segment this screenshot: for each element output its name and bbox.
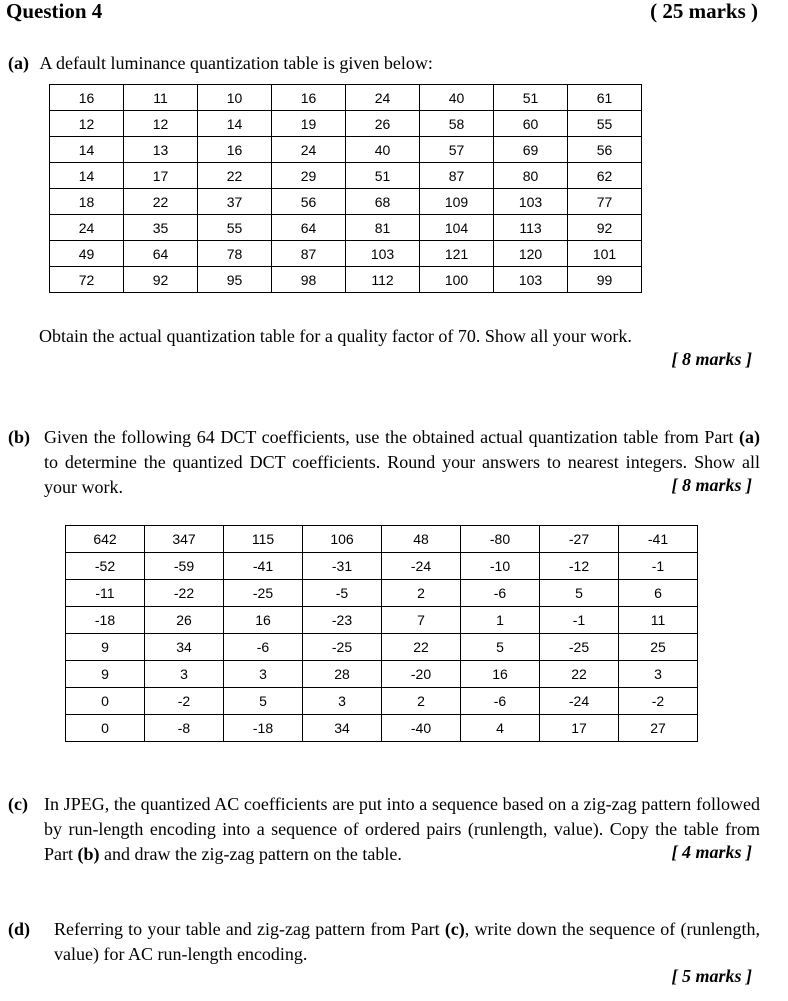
table-cell: 0 <box>66 715 145 742</box>
table-cell: 37 <box>198 189 272 215</box>
table-cell: 34 <box>303 715 382 742</box>
total-marks: ( 25 marks ) <box>650 0 758 23</box>
table-cell: 17 <box>124 163 198 189</box>
quant-table-row <box>50 267 642 293</box>
table-cell: 12 <box>124 111 198 137</box>
part-b-label: (b) <box>8 427 30 447</box>
part-c-ref: (b) <box>77 844 100 864</box>
quant-table-row <box>50 215 642 241</box>
table-cell: -6 <box>461 688 540 715</box>
table-cell: 16 <box>50 85 124 111</box>
table-cell: 22 <box>124 189 198 215</box>
table-cell: -23 <box>303 607 382 634</box>
part-a-label: (a) <box>8 53 29 73</box>
table-cell: 103 <box>494 267 568 293</box>
table-cell: -24 <box>540 688 619 715</box>
table-cell: 13 <box>124 137 198 163</box>
table-cell: -1 <box>619 553 698 580</box>
table-cell: 56 <box>568 137 642 163</box>
dct-table-row <box>66 580 698 607</box>
table-cell: 7 <box>382 607 461 634</box>
table-cell: 22 <box>540 661 619 688</box>
table-cell: 5 <box>224 688 303 715</box>
table-cell: -11 <box>66 580 145 607</box>
table-cell: 103 <box>346 241 420 267</box>
part-c-paragraph <box>8 792 760 867</box>
part-d-text-rest: , write down the sequence of (runlength, value) for AC run-length encoding. <box>54 919 760 964</box>
table-cell: -20 <box>382 661 461 688</box>
table-cell: 10 <box>198 85 272 111</box>
table-cell: 40 <box>420 85 494 111</box>
table-cell: 61 <box>568 85 642 111</box>
table-cell: 109 <box>420 189 494 215</box>
part-d-marks: [ 5 marks ] <box>671 966 752 986</box>
table-cell: 3 <box>145 661 224 688</box>
quant-table-row <box>50 111 642 137</box>
quant-table-row <box>50 189 642 215</box>
part-d-label: (d) <box>8 919 30 939</box>
table-cell: 64 <box>272 215 346 241</box>
part-d-ref: (c) <box>444 919 465 939</box>
table-cell: 92 <box>568 215 642 241</box>
table-cell: 55 <box>198 215 272 241</box>
table-cell: 16 <box>272 85 346 111</box>
table-cell: 3 <box>303 688 382 715</box>
part-a-intro: A default luminance quantization table is given below: <box>39 53 433 73</box>
dct-table-row <box>66 634 698 661</box>
table-cell: 0 <box>66 688 145 715</box>
table-cell: 60 <box>494 111 568 137</box>
table-cell: 25 <box>619 634 698 661</box>
table-cell: 347 <box>145 526 224 553</box>
table-cell: 72 <box>50 267 124 293</box>
table-cell: 40 <box>346 137 420 163</box>
table-cell: 24 <box>272 137 346 163</box>
table-cell: 1 <box>461 607 540 634</box>
table-cell: 3 <box>224 661 303 688</box>
table-cell: -12 <box>540 553 619 580</box>
table-cell: -41 <box>224 553 303 580</box>
default-quantization-table <box>49 84 642 293</box>
table-cell: -22 <box>145 580 224 607</box>
dct-table-row <box>66 526 698 553</box>
table-cell: 56 <box>272 189 346 215</box>
table-cell: -40 <box>382 715 461 742</box>
table-cell: 95 <box>198 267 272 293</box>
table-cell: -18 <box>66 607 145 634</box>
table-cell: 3 <box>619 661 698 688</box>
question-title: Question 4 <box>6 0 103 23</box>
table-cell: 28 <box>303 661 382 688</box>
table-cell: 24 <box>50 215 124 241</box>
table-cell: 77 <box>568 189 642 215</box>
table-cell: 26 <box>346 111 420 137</box>
table-cell: 24 <box>346 85 420 111</box>
table-cell: 106 <box>303 526 382 553</box>
table-cell: -5 <box>303 580 382 607</box>
dct-table-row <box>66 688 698 715</box>
table-cell: 55 <box>568 111 642 137</box>
table-cell: 17 <box>540 715 619 742</box>
table-cell: 100 <box>420 267 494 293</box>
table-cell: 12 <box>50 111 124 137</box>
part-d-text: Referring to your table and zig-zag pattern from Part <box>54 919 440 939</box>
table-cell: -52 <box>66 553 145 580</box>
part-b-text-rest: to determine the quantized DCT coefficients. Round your answers to nearest integers. Show all your work. <box>44 452 760 497</box>
table-cell: 16 <box>224 607 303 634</box>
table-cell: -27 <box>540 526 619 553</box>
table-cell: 68 <box>346 189 420 215</box>
part-b-marks: [ 8 marks ] <box>671 475 752 495</box>
table-cell: 115 <box>224 526 303 553</box>
table-cell: 57 <box>420 137 494 163</box>
table-cell: -24 <box>382 553 461 580</box>
quant-table-row <box>50 163 642 189</box>
table-cell: -2 <box>145 688 224 715</box>
table-cell: 22 <box>382 634 461 661</box>
table-cell: 113 <box>494 215 568 241</box>
table-cell: 19 <box>272 111 346 137</box>
table-cell: 11 <box>619 607 698 634</box>
table-cell: -1 <box>540 607 619 634</box>
part-b-paragraph <box>8 425 760 500</box>
part-c-text-rest: and draw the zig-zag pattern on the table. <box>104 844 402 864</box>
dct-table-row <box>66 715 698 742</box>
table-cell: 642 <box>66 526 145 553</box>
table-cell: 48 <box>382 526 461 553</box>
table-cell: 80 <box>494 163 568 189</box>
table-cell: -25 <box>224 580 303 607</box>
table-cell: 18 <box>50 189 124 215</box>
dct-coefficients-table <box>65 525 698 742</box>
table-cell: 64 <box>124 241 198 267</box>
table-cell: 81 <box>346 215 420 241</box>
part-a-marks: [ 8 marks ] <box>671 349 752 369</box>
part-a-instruction: Obtain the actual quantization table for a quality factor of 70. Show all your work. <box>39 326 632 346</box>
table-cell: -41 <box>619 526 698 553</box>
table-cell: 103 <box>494 189 568 215</box>
table-cell: 58 <box>420 111 494 137</box>
part-a-intro-line <box>8 51 433 76</box>
table-cell: 2 <box>382 688 461 715</box>
table-cell: 98 <box>272 267 346 293</box>
table-cell: 78 <box>198 241 272 267</box>
table-cell: 101 <box>568 241 642 267</box>
table-cell: 87 <box>420 163 494 189</box>
dct-table-row <box>66 553 698 580</box>
table-cell: 27 <box>619 715 698 742</box>
table-cell: 49 <box>50 241 124 267</box>
table-cell: 26 <box>145 607 224 634</box>
table-cell: 35 <box>124 215 198 241</box>
table-cell: -25 <box>540 634 619 661</box>
table-cell: 62 <box>568 163 642 189</box>
part-c-label: (c) <box>8 794 28 814</box>
part-d-paragraph <box>8 917 760 967</box>
table-cell: 4 <box>461 715 540 742</box>
table-cell: 2 <box>382 580 461 607</box>
table-cell: -31 <box>303 553 382 580</box>
table-cell: 99 <box>568 267 642 293</box>
table-cell: 11 <box>124 85 198 111</box>
table-cell: -8 <box>145 715 224 742</box>
part-b-text: Given the following 64 DCT coefficients, use the obtained actual quantization table from Part <box>44 427 734 447</box>
table-cell: -25 <box>303 634 382 661</box>
table-cell: -2 <box>619 688 698 715</box>
dct-table-row <box>66 607 698 634</box>
table-cell: 22 <box>198 163 272 189</box>
table-cell: 120 <box>494 241 568 267</box>
table-cell: 51 <box>494 85 568 111</box>
quant-table-row <box>50 241 642 267</box>
quant-table-row <box>50 85 642 111</box>
table-cell: -80 <box>461 526 540 553</box>
table-cell: -6 <box>461 580 540 607</box>
quant-table-row <box>50 137 642 163</box>
table-cell: 5 <box>540 580 619 607</box>
table-cell: -6 <box>224 634 303 661</box>
table-cell: 9 <box>66 661 145 688</box>
part-c-marks: [ 4 marks ] <box>671 842 752 862</box>
table-cell: -10 <box>461 553 540 580</box>
table-cell: 9 <box>66 634 145 661</box>
part-c-text: In JPEG, the quantized AC coefficients are put into a sequence based on a zig-zag pattern followed by run-length encoding into a sequence of ordered pairs (runlength, value). Copy the table from Part <box>44 794 760 864</box>
table-cell: 5 <box>461 634 540 661</box>
table-cell: 14 <box>198 111 272 137</box>
table-cell: -59 <box>145 553 224 580</box>
table-cell: 87 <box>272 241 346 267</box>
table-cell: 29 <box>272 163 346 189</box>
table-cell: 112 <box>346 267 420 293</box>
table-cell: 104 <box>420 215 494 241</box>
table-cell: 51 <box>346 163 420 189</box>
table-cell: 92 <box>124 267 198 293</box>
table-cell: 16 <box>461 661 540 688</box>
table-cell: -18 <box>224 715 303 742</box>
dct-table-row <box>66 661 698 688</box>
table-cell: 69 <box>494 137 568 163</box>
table-cell: 6 <box>619 580 698 607</box>
table-cell: 34 <box>145 634 224 661</box>
table-cell: 14 <box>50 137 124 163</box>
table-cell: 16 <box>198 137 272 163</box>
table-cell: 121 <box>420 241 494 267</box>
table-cell: 14 <box>50 163 124 189</box>
part-b-ref: (a) <box>739 427 761 447</box>
